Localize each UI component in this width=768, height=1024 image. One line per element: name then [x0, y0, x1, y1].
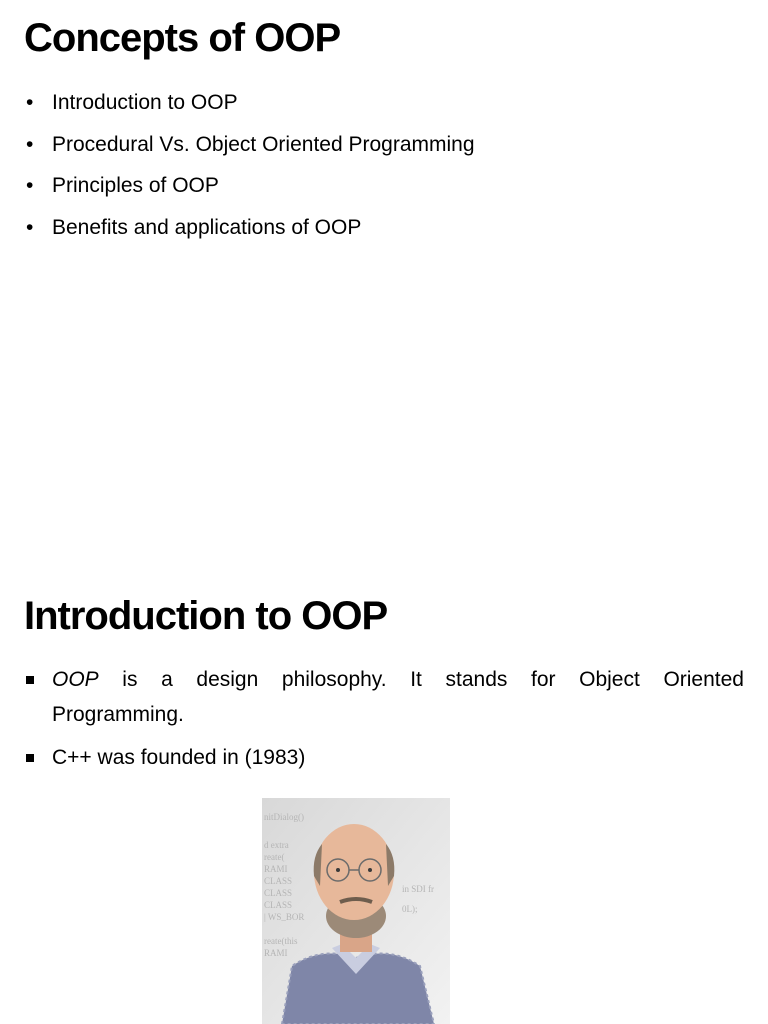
svg-text:RAMI: RAMI [264, 864, 288, 874]
list-item: • Principles of OOP [26, 174, 219, 197]
svg-text:CLASS: CLASS [264, 900, 293, 910]
slide-title: Introduction to OOP [24, 594, 388, 638]
svg-text:reate(this: reate(this [264, 936, 298, 946]
svg-text:CLASS: CLASS [264, 888, 293, 898]
list-item: • Benefits and applications of OOP [26, 215, 362, 239]
list-item: • Procedural Vs. Object Oriented Programming [26, 132, 475, 156]
slide-title: Concepts of OOP [24, 16, 341, 60]
list-item: • Introduction to OOP [26, 91, 238, 114]
svg-text:in SDI fr: in SDI fr [402, 884, 434, 894]
bullet-icon: • [26, 91, 34, 114]
list-item: C++ was founded in (1983) [24, 740, 744, 775]
svg-text:d extra: d extra [264, 840, 289, 850]
portrait-photo [262, 798, 450, 1024]
svg-text:nitDialog(): nitDialog() [264, 812, 304, 822]
svg-text:| WS_BOR: | WS_BOR [264, 912, 305, 922]
portrait-image [262, 798, 450, 1024]
list-item: OOP is a design philosophy. It stands for Object Oriented Programming. [24, 662, 744, 732]
slide-introduction [0, 560, 768, 1024]
bullet-list [24, 90, 744, 256]
svg-text:0L);: 0L); [402, 904, 418, 914]
svg-text:RAMI: RAMI [264, 948, 288, 958]
square-bullet-icon [26, 676, 34, 684]
svg-text:CLASS: CLASS [264, 876, 293, 886]
bullet-icon: • [26, 215, 34, 239]
bullet-list [24, 662, 744, 783]
square-bullet-icon [26, 754, 34, 762]
svg-text:reate(: reate( [264, 852, 285, 862]
bullet-icon: • [26, 174, 34, 197]
bullet-icon: • [26, 132, 34, 156]
